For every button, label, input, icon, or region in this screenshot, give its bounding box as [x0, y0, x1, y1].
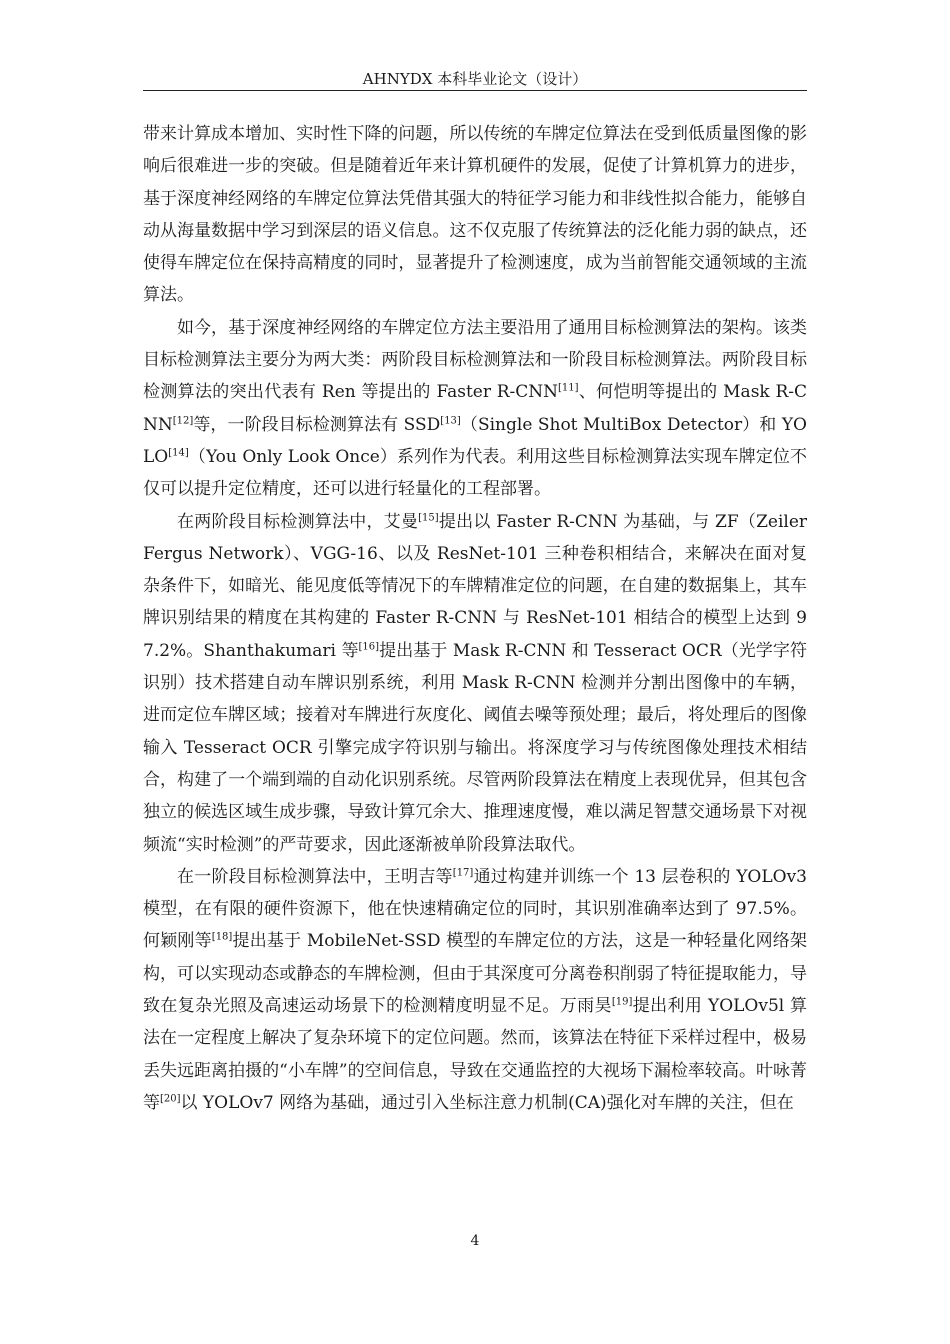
citation-ref: [12] — [172, 415, 194, 427]
text-run: 如今，基于深度神经网络的车牌定位方法主要沿用了通用目标检测算法的架构。该类目标检测算法主要分为两大类：两阶段目标检测算法和一阶段目标检测算法。两阶段目标检测算法的突出代表有 Ren 等提出的 Faster R-CNN — [143, 317, 807, 403]
paragraph — [143, 861, 807, 1119]
citation-ref: [20] — [160, 1093, 181, 1105]
citation-ref: [13] — [440, 415, 461, 427]
text-run: 、何恺明等提出的 Mask R-CNN — [143, 382, 807, 435]
citation-ref: [15] — [418, 511, 439, 523]
citation-ref: [11] — [558, 382, 579, 394]
text-run: （Single Shot MultiBox Detector）和 YOLO — [143, 414, 807, 467]
running-header: AHNYDX 本科毕业论文（设计） — [362, 70, 588, 88]
text-run: 等，一阶段目标检测算法有 SSD — [193, 414, 441, 435]
text-run: （You Only Look Once）系列作为代表。利用这些目标检测算法实现车牌定位不仅可以提升定位精度，还可以进行轻量化的工程部署。 — [143, 446, 807, 500]
text-run: 通过构建并训练一个 13 层卷积的 YOLOv3 模型，在有限的硬件资源下，他在快速精确定位的同时，其识别准确率达到了 97.5%。何颖刚等 — [143, 866, 808, 952]
citation-ref: [17] — [452, 867, 474, 879]
text-run: 带来计算成本增加、实时性下降的问题，所以传统的车牌定位算法在受到低质量图像的影响后很难进一步的突破。但是随着近年来计算机硬件的发展，促使了计算机算力的进步，基于深度神经网络的车牌定位算法凭借其强大的特征学习能力和非线性拟合能力，能够自动从海量数据中学习到深层的语义信息。这不仅克服了传统算法的泛化能力弱的缺点，还使得车牌定位在保持高精度的同时，显著提升了检测速度，成为当前智能交通领域的主流算法。 — [143, 124, 807, 306]
paragraph — [143, 118, 807, 312]
page-number: 4 — [470, 1233, 480, 1249]
citation-ref: [16] — [358, 641, 380, 653]
text-run: 提出以 Faster R-CNN 为基础，与 ZF（Zeiler Fergus Network）、VGG-16、以及 ResNet-101 三种卷积相结合，来解决在面对复杂条件下，如暗光、能见度低等情况下的车牌精准定位的问题，在自建的数据集上，其车牌识别结果的精度在其构建的 Faster R-CNN 与 ResNet-101 相结合的模型上达到 97.2%。Shanthakumari 等 — [143, 511, 808, 661]
text-run: 在两阶段目标检测算法中，艾曼 — [177, 511, 419, 532]
body-text — [143, 118, 807, 1119]
text-run: 提出利用 YOLOv5l 算法在一定程度上解决了复杂环境下的定位问题。然而，该算法在特征下采样过程中，极易丢失远距离拍摄的“小车牌”的空间信息，导致在交通监控的大视场下漏检率较高。叶咏菁等 — [143, 996, 807, 1113]
text-run: 提出基于 Mask R-CNN 和 Tesseract OCR（光学字符识别）技术搭建自动车牌识别系统，利用 Mask R-CNN 检测并分割出图像中的车辆，进而定位车牌区域；接着对车牌进行灰度化、阈值去噪等预处理；最后，将处理后的图像输入 Tesseract OCR 引擎完成字符识别与输出。将深度学习与传统图像处理技术相结合，构建了一个端到端的自动化识别系统。尽管两阶段算法在精度上表现优异，但其包含独立的候选区域生成步骤，导致计算冗余大、推理速度慢，难以满足智慧交通场景下对视频流“实时检测”的严苛要求，因此逐渐被单阶段算法取代。 — [143, 640, 807, 855]
text-run: 以 YOLOv7 网络为基础，通过引入坐标注意力机制(CA)强化对车牌的关注，但在 — [180, 1092, 794, 1113]
text-run: 在一阶段目标检测算法中，王明吉等 — [177, 866, 453, 887]
paragraph — [143, 312, 807, 506]
citation-ref: [19] — [611, 996, 633, 1008]
text-run: 提出基于 MobileNet-SSD 模型的车牌定位的方法，这是一种轻量化网络架构，可以实现动态或静态的车牌检测，但由于其深度可分离卷积削弱了特征提取能力，导致在复杂光照及高速运动场景下的检测精度明显不足。万雨昊 — [143, 931, 808, 1017]
header-rule — [143, 90, 807, 91]
citation-ref: [14] — [168, 447, 189, 459]
citation-ref: [18] — [211, 931, 233, 943]
paragraph — [143, 506, 807, 861]
